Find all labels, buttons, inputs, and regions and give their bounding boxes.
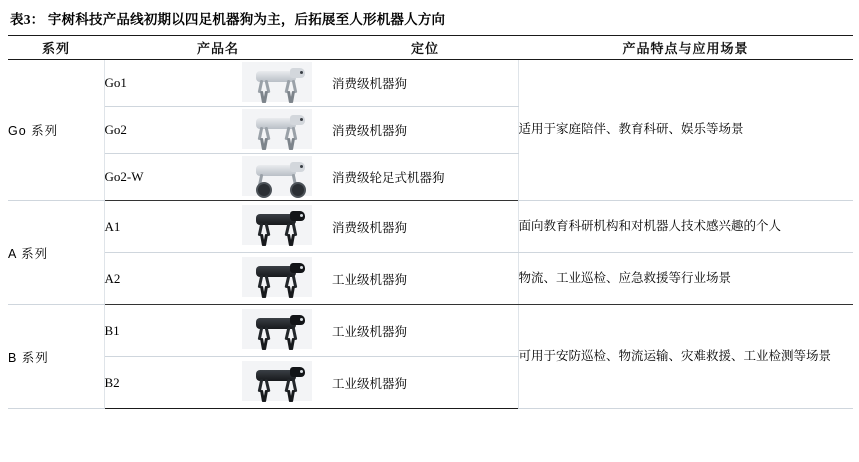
product-image-cell	[222, 154, 332, 201]
product-name: A2	[104, 253, 222, 305]
table-caption: 表3： 宇树科技产品线初期以四足机器狗为主，后拓展至人形机器人方向	[10, 12, 446, 27]
robot-dog-dark-icon	[242, 361, 312, 401]
product-name: B2	[104, 357, 222, 409]
product-name: Go1	[104, 60, 222, 107]
table-row	[8, 253, 853, 305]
product-image-cell	[222, 357, 332, 409]
robot-dog-white-icon	[242, 109, 312, 149]
product-feature: 可用于安防巡检、物流运输、灾难救援、工业检测等场景	[518, 305, 853, 409]
product-feature: 面向教育科研机构和对机器人技术感兴趣的个人	[518, 201, 853, 253]
product-feature: 物流、工业巡检、应急救援等行业场景	[518, 253, 853, 305]
product-image-cell	[222, 305, 332, 357]
product-image-cell	[222, 60, 332, 107]
product-name: Go2-W	[104, 154, 222, 201]
product-position: 消费级机器狗	[332, 201, 518, 253]
column-header-position: 定位	[332, 36, 518, 60]
series-label-b: B 系列	[8, 305, 104, 409]
product-line-table	[8, 35, 853, 409]
product-image-cell	[222, 253, 332, 305]
product-position: 工业级机器狗	[332, 253, 518, 305]
product-feature: 适用于家庭陪伴、教育科研、娱乐等场景	[518, 60, 853, 201]
product-position: 工业级机器狗	[332, 305, 518, 357]
column-header-product-name: 产品名	[104, 36, 332, 60]
table-header-row	[8, 36, 853, 60]
robot-dog-dark-icon	[242, 309, 312, 349]
column-header-series: 系列	[8, 36, 104, 60]
product-name: B1	[104, 305, 222, 357]
product-name: A1	[104, 201, 222, 253]
product-position: 消费级机器狗	[332, 60, 518, 107]
robot-dog-white-icon	[242, 62, 312, 102]
table-row	[8, 60, 853, 107]
series-label-go: Go 系列	[8, 60, 104, 201]
product-name: Go2	[104, 107, 222, 154]
robot-dog-dark-icon	[242, 257, 312, 297]
product-position: 消费级机器狗	[332, 107, 518, 154]
table-body	[8, 60, 853, 409]
robot-dog-dark-icon	[242, 205, 312, 245]
product-position: 工业级机器狗	[332, 357, 518, 409]
product-image-cell	[222, 201, 332, 253]
series-label-a: A 系列	[8, 201, 104, 305]
product-position: 消费级轮足式机器狗	[332, 154, 518, 201]
table-row	[8, 305, 853, 357]
robot-dog-wheeled-icon	[242, 156, 312, 196]
table-header	[8, 36, 853, 60]
product-image-cell	[222, 107, 332, 154]
table-row	[8, 201, 853, 253]
column-header-features: 产品特点与应用场景	[518, 36, 853, 60]
